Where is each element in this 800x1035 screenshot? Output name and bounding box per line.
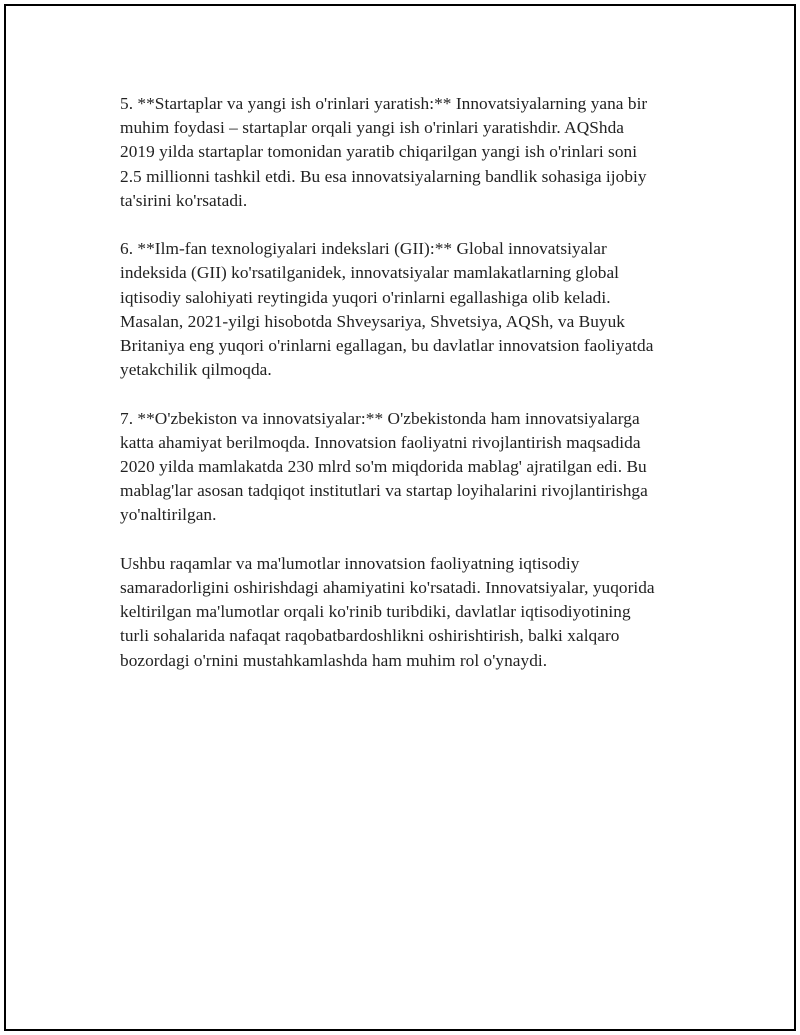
document-body xyxy=(120,92,700,697)
paragraph-uzbekistan: 7. **O'zbekiston va innovatsiyalar:** O'zbekistonda ham innovatsiyalarga katta ahamiyat berilmoqda. Innovatsion faoliyatni rivojlantirish maqsadida 2020 yilda mamlakatda 230 mlrd so'm miqdorida mablag' ajratilgan edi. Bu mablag'lar asosan tadqiqot institutlari va startap loyihalarini rivojlantirishga yo'naltirilgan. xyxy=(120,408,648,525)
paragraph-gii: 6. **Ilm-fan texnologiyalari indekslari (GII):** Global innovatsiyalar indeksida (GII) ko'rsatilganidek, innovatsiyalar mamlakatlarning global iqtisodiy salohiyati reytingida yuqori o'rinlarni egallashiga olib keladi. Masalan, 2021-yilgi hisobotda Shveysariya, Shvetsiya, AQSh, va Buyuk Britaniya eng yuqori o'rinlarni egallagan, bu davlatlar innovatsion faoliyatda yetakchilik qilmoqda. xyxy=(120,239,654,380)
document-page xyxy=(4,4,796,1031)
paragraph-startups: 5. **Startaplar va yangi ish o'rinlari yaratish:** Innovatsiyalarning yana bir muhim foydasi – startaplar orqali yangi ish o'rinlari yaratishdir. AQShda 2019 yilda startaplar tomonidan yaratib chiqarilgan yangi ish o'rinlari soni 2.5 millionni tashkil etdi. Bu esa innovatsiyalarning bandlik sohasiga ijobiy ta'sirini ko'rsatadi. xyxy=(120,94,648,210)
paragraph-conclusion: Ushbu raqamlar va ma'lumotlar innovatsion faoliyatning iqtisodiy samaradorligini oshirishdagi ahamiyatini ko'rsatadi. Innovatsiyalar, yuqorida keltirilgan ma'lumotlar orqali ko'rinib turibdiki, davlatlar iqtisodiyotining turli sohalarida nafaqat raqobatbardoshlikni oshirishtirish, balki xalqaro bozordagi o'rnini mustahkamlashda ham muhim rol o'ynaydi. xyxy=(120,553,655,670)
